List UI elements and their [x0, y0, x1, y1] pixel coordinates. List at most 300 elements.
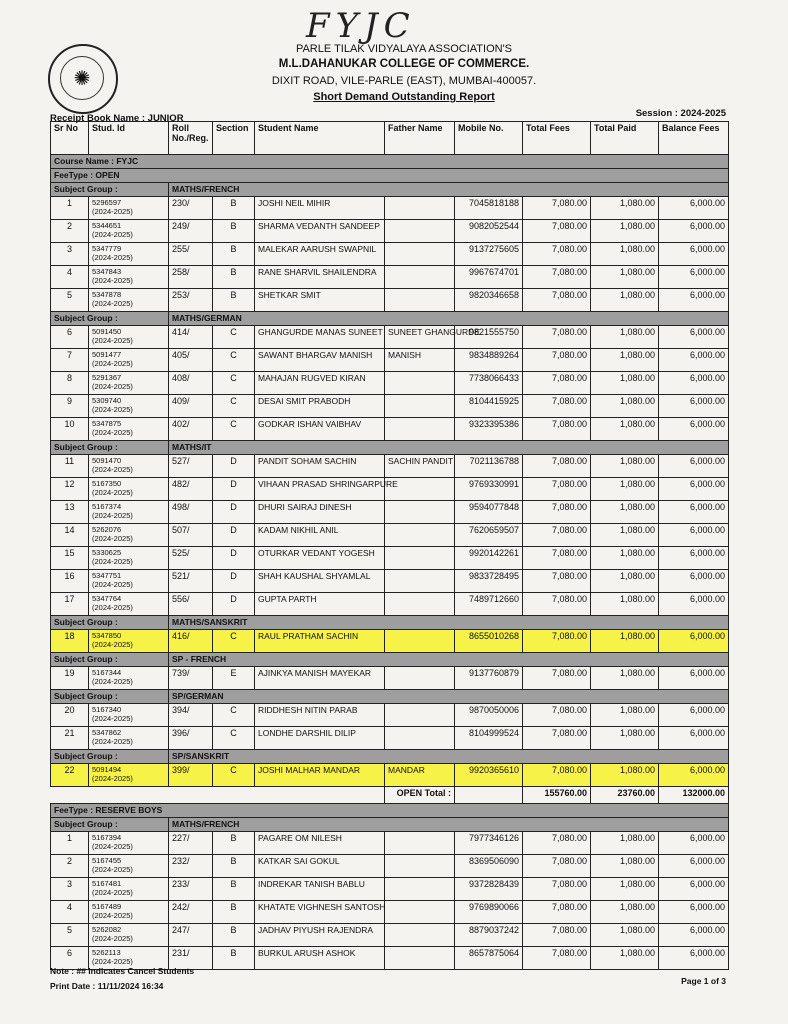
stud-id-number: 5091450 [92, 327, 122, 336]
college-seal-icon: ✺ [48, 44, 118, 114]
mobile-no: 7489712660 [455, 593, 523, 616]
handwritten-title: FYJC [306, 6, 416, 46]
mobile-no: 8104999524 [455, 727, 523, 750]
section: B [213, 197, 255, 220]
stud-id [89, 878, 169, 901]
stud-id-number: 5296597 [92, 198, 122, 207]
total-paid: 1,080.00 [591, 764, 659, 787]
stud-id-number: 5309740 [92, 396, 122, 405]
total-paid: 1,080.00 [591, 855, 659, 878]
fee-type-band [51, 804, 729, 818]
mobile-no: 9834889264 [455, 349, 523, 372]
balance-fees: 6,000.00 [659, 197, 729, 220]
roll-no: 507/ [169, 524, 213, 547]
total-fees: 7,080.00 [523, 349, 591, 372]
section: D [213, 478, 255, 501]
roll-no: 394/ [169, 704, 213, 727]
section: C [213, 418, 255, 441]
student-name: MAHAJAN RUGVED KIRAN [255, 372, 385, 395]
balance-fees: 6,000.00 [659, 704, 729, 727]
stud-id-number: 5347862 [92, 728, 122, 737]
father-name [385, 243, 455, 266]
balance-fees: 6,000.00 [659, 832, 729, 855]
total-paid: 1,080.00 [591, 832, 659, 855]
stud-id-year: (2024-2025) [92, 511, 133, 520]
section: D [213, 547, 255, 570]
balance-fees: 6,000.00 [659, 901, 729, 924]
stud-id [89, 832, 169, 855]
roll-no: 498/ [169, 501, 213, 524]
stud-id-number: 5167481 [92, 879, 122, 888]
stud-id-number: 5091470 [92, 456, 122, 465]
section: B [213, 924, 255, 947]
sr-no: 11 [51, 455, 89, 478]
balance-fees: 6,000.00 [659, 727, 729, 750]
total-row [51, 787, 729, 804]
total-fees: 7,080.00 [523, 372, 591, 395]
sr-no: 3 [51, 243, 89, 266]
roll-no: 527/ [169, 455, 213, 478]
total-fees: 7,080.00 [523, 418, 591, 441]
student-name: LONDHE DARSHIL DILIP [255, 727, 385, 750]
stud-id-year: (2024-2025) [92, 957, 133, 966]
sr-no: 9 [51, 395, 89, 418]
total-paid: 1,080.00 [591, 547, 659, 570]
balance-fees: 6,000.00 [659, 524, 729, 547]
student-name: RIDDHESH NITIN PARAB [255, 704, 385, 727]
balance-fees: 6,000.00 [659, 289, 729, 312]
sr-no: 5 [51, 924, 89, 947]
roll-no: 525/ [169, 547, 213, 570]
stud-id-year: (2024-2025) [92, 737, 133, 746]
section: B [213, 266, 255, 289]
total-fees: 7,080.00 [523, 455, 591, 478]
table-row [51, 593, 729, 616]
mobile-no: 9833728495 [455, 570, 523, 593]
table-row [51, 878, 729, 901]
section: B [213, 832, 255, 855]
father-name [385, 220, 455, 243]
mobile-no: 9920142261 [455, 547, 523, 570]
stud-id-year: (2024-2025) [92, 253, 133, 262]
subject-group-band [51, 312, 729, 326]
student-name: JOSHI MALHAR MANDAR [255, 764, 385, 787]
total-paid: 1,080.00 [591, 372, 659, 395]
table-row [51, 832, 729, 855]
table-row [51, 289, 729, 312]
father-name: SUNEET GHANGURDE [385, 326, 455, 349]
total-spacer-2 [455, 787, 523, 804]
total-fees: 7,080.00 [523, 243, 591, 266]
subject-group-value: MATHS/SANSKRIT [169, 616, 729, 630]
table-body [51, 155, 729, 970]
mobile-no: 7045818188 [455, 197, 523, 220]
student-name: DESAI SMIT PRABODH [255, 395, 385, 418]
stud-id-year: (2024-2025) [92, 557, 133, 566]
session-label: Session : 2024-2025 [635, 108, 726, 119]
mobile-no: 8104415925 [455, 395, 523, 418]
total-fees: 7,080.00 [523, 524, 591, 547]
outstanding-table [50, 121, 729, 970]
mobile-no: 9769330991 [455, 478, 523, 501]
section: D [213, 570, 255, 593]
col-balance-fees: Balance Fees [659, 122, 729, 155]
subject-group-band [51, 441, 729, 455]
stud-id [89, 395, 169, 418]
sr-no: 8 [51, 372, 89, 395]
mobile-no: 8657875064 [455, 947, 523, 970]
page-number: Page 1 of 3 [681, 976, 726, 986]
sr-no: 15 [51, 547, 89, 570]
father-name [385, 704, 455, 727]
father-name [385, 593, 455, 616]
roll-no: 399/ [169, 764, 213, 787]
balance-fees: 6,000.00 [659, 418, 729, 441]
mobile-no: 7620659507 [455, 524, 523, 547]
mobile-no: 9821555750 [455, 326, 523, 349]
table-row [51, 349, 729, 372]
balance-fees: 6,000.00 [659, 593, 729, 616]
stud-id [89, 326, 169, 349]
balance-fees: 6,000.00 [659, 947, 729, 970]
total-paid: 1,080.00 [591, 197, 659, 220]
total-paid: 1,080.00 [591, 349, 659, 372]
table-row [51, 704, 729, 727]
stud-id-year: (2024-2025) [92, 207, 133, 216]
father-name: SACHIN PANDIT [385, 455, 455, 478]
father-name [385, 372, 455, 395]
total-paid: 1,080.00 [591, 878, 659, 901]
student-name: PANDIT SOHAM SACHIN [255, 455, 385, 478]
table-row [51, 266, 729, 289]
sr-no: 2 [51, 220, 89, 243]
stud-id-number: 5262113 [92, 948, 121, 957]
total-paid: 1,080.00 [591, 667, 659, 690]
table-row [51, 418, 729, 441]
balance-fees: 6,000.00 [659, 630, 729, 653]
balance-fees: 6,000.00 [659, 395, 729, 418]
mobile-no: 7977346126 [455, 832, 523, 855]
father-name [385, 667, 455, 690]
student-name: DHURI SAIRAJ DINESH [255, 501, 385, 524]
total-paid: 1,080.00 [591, 630, 659, 653]
total-paid: 1,080.00 [591, 593, 659, 616]
student-name: SHETKAR SMIT [255, 289, 385, 312]
balance-fees: 6,000.00 [659, 547, 729, 570]
total-paid: 1,080.00 [591, 924, 659, 947]
stud-id-number: 5167489 [92, 902, 122, 911]
mobile-no: 8879037242 [455, 924, 523, 947]
roll-no: 230/ [169, 197, 213, 220]
subject-group-band [51, 690, 729, 704]
stud-id-year: (2024-2025) [92, 488, 133, 497]
balance-fees: 6,000.00 [659, 455, 729, 478]
table-row [51, 326, 729, 349]
section: B [213, 947, 255, 970]
total-fees: 7,080.00 [523, 289, 591, 312]
balance-fees: 6,000.00 [659, 243, 729, 266]
table-row [51, 924, 729, 947]
section: D [213, 501, 255, 524]
total-paid: 1,080.00 [591, 289, 659, 312]
subject-group-band [51, 653, 729, 667]
college-address: DIXIT ROAD, VILE-PARLE (EAST), MUMBAI-400057. [271, 75, 537, 87]
roll-no: 482/ [169, 478, 213, 501]
col-student-name: Student Name [255, 122, 385, 155]
subject-group-label: Subject Group : [51, 312, 169, 326]
course-name: Course Name : FYJC [51, 155, 729, 169]
subject-group-label: Subject Group : [51, 653, 169, 667]
print-date: Print Date : 11/11/2024 16:34 [50, 981, 164, 991]
stud-id-number: 5167340 [92, 705, 122, 714]
total-paid: 1,080.00 [591, 418, 659, 441]
subject-group-label: Subject Group : [51, 616, 169, 630]
balance-fees: 6,000.00 [659, 372, 729, 395]
roll-no: 249/ [169, 220, 213, 243]
roll-no: 255/ [169, 243, 213, 266]
balance-fees: 6,000.00 [659, 667, 729, 690]
section: B [213, 855, 255, 878]
student-name: OTURKAR VEDANT YOGESH [255, 547, 385, 570]
sr-no: 6 [51, 947, 89, 970]
mobile-no: 8655010268 [455, 630, 523, 653]
course-band [51, 155, 729, 169]
total-fees: 7,080.00 [523, 878, 591, 901]
subject-group-band [51, 183, 729, 197]
table-row [51, 764, 729, 787]
table-row [51, 372, 729, 395]
table-row [51, 220, 729, 243]
total-paid: 1,080.00 [591, 727, 659, 750]
table-row [51, 667, 729, 690]
student-name: KHATATE VIGHNESH SANTOSH [255, 901, 385, 924]
footer-note: Note : ## Indicates Cancel Students [50, 966, 195, 976]
stud-id-year: (2024-2025) [92, 842, 133, 851]
section: B [213, 220, 255, 243]
total-paid: 1,080.00 [591, 243, 659, 266]
col-total-fees: Total Fees [523, 122, 591, 155]
stud-id-year: (2024-2025) [92, 382, 133, 391]
mobile-no: 9323395386 [455, 418, 523, 441]
father-name [385, 547, 455, 570]
sr-no: 22 [51, 764, 89, 787]
roll-no: 521/ [169, 570, 213, 593]
mobile-no: 7021136788 [455, 455, 523, 478]
student-name: VIHAAN PRASAD SHRINGARPURE [255, 478, 385, 501]
stud-id-year: (2024-2025) [92, 359, 133, 368]
stud-id-year: (2024-2025) [92, 603, 133, 612]
total-fees: 7,080.00 [523, 478, 591, 501]
stud-id [89, 524, 169, 547]
sr-no: 12 [51, 478, 89, 501]
roll-no: 556/ [169, 593, 213, 616]
stud-id-number: 5347875 [92, 419, 122, 428]
stud-id-number: 5167374 [92, 502, 122, 511]
table-row [51, 855, 729, 878]
student-name: JOSHI NEIL MIHIR [255, 197, 385, 220]
stud-id-number: 5347779 [92, 244, 122, 253]
total-paid: 1,080.00 [591, 220, 659, 243]
table-row [51, 243, 729, 266]
sr-no: 7 [51, 349, 89, 372]
subject-group-band [51, 616, 729, 630]
balance-fees: 6,000.00 [659, 878, 729, 901]
stud-id-year: (2024-2025) [92, 911, 133, 920]
father-name [385, 570, 455, 593]
total-paid: 1,080.00 [591, 326, 659, 349]
total-fees: 7,080.00 [523, 220, 591, 243]
balance-fees: 6,000.00 [659, 855, 729, 878]
section: B [213, 901, 255, 924]
stud-id-number: 5167350 [92, 479, 122, 488]
balance-fees: 6,000.00 [659, 349, 729, 372]
section: B [213, 289, 255, 312]
balance-fees: 6,000.00 [659, 570, 729, 593]
mobile-no: 9769890066 [455, 901, 523, 924]
section: C [213, 349, 255, 372]
stud-id [89, 924, 169, 947]
stud-id-year: (2024-2025) [92, 714, 133, 723]
stud-id-number: 5091477 [92, 350, 122, 359]
stud-id-number: 5347843 [92, 267, 122, 276]
section: B [213, 878, 255, 901]
roll-no: 414/ [169, 326, 213, 349]
subject-group-value: MATHS/IT [169, 441, 729, 455]
total-paid: 1,080.00 [591, 570, 659, 593]
col-sr-no: Sr No [51, 122, 89, 155]
roll-no: 408/ [169, 372, 213, 395]
fee-type-label: FeeType : OPEN [51, 169, 729, 183]
subject-group-band [51, 818, 729, 832]
sr-no: 13 [51, 501, 89, 524]
father-name [385, 266, 455, 289]
total-fees: 7,080.00 [523, 947, 591, 970]
subject-group-label: Subject Group : [51, 441, 169, 455]
subject-group-value: SP/GERMAN [169, 690, 729, 704]
table-row [51, 478, 729, 501]
roll-no: 227/ [169, 832, 213, 855]
balance-fees: 6,000.00 [659, 478, 729, 501]
student-name: KADAM NIKHIL ANIL [255, 524, 385, 547]
father-name [385, 630, 455, 653]
sr-no: 4 [51, 901, 89, 924]
stud-id-year: (2024-2025) [92, 934, 133, 943]
total-paid: 1,080.00 [591, 455, 659, 478]
mobile-no: 7738066433 [455, 372, 523, 395]
col-total-paid: Total Paid [591, 122, 659, 155]
stud-id-number: 5291367 [92, 373, 122, 382]
total-fees: 7,080.00 [523, 197, 591, 220]
sr-no: 1 [51, 197, 89, 220]
total-paid: 1,080.00 [591, 704, 659, 727]
total-fees: 7,080.00 [523, 266, 591, 289]
stud-id-number: 5167455 [92, 856, 122, 865]
subject-group-band [51, 750, 729, 764]
father-name: MANISH [385, 349, 455, 372]
roll-no: 253/ [169, 289, 213, 312]
total-paid: 1,080.00 [591, 395, 659, 418]
stud-id-year: (2024-2025) [92, 276, 133, 285]
section: B [213, 243, 255, 266]
total-fees-sum: 155760.00 [523, 787, 591, 804]
section: C [213, 395, 255, 418]
total-fees: 7,080.00 [523, 832, 591, 855]
total-fees: 7,080.00 [523, 547, 591, 570]
stud-id [89, 418, 169, 441]
col-stud-id: Stud. Id [89, 122, 169, 155]
balance-fees: 6,000.00 [659, 501, 729, 524]
stud-id-year: (2024-2025) [92, 465, 133, 474]
balance-fees: 6,000.00 [659, 326, 729, 349]
student-name: GODKAR ISHAN VAIBHAV [255, 418, 385, 441]
subject-group-label: Subject Group : [51, 750, 169, 764]
table-row [51, 524, 729, 547]
stud-id-year: (2024-2025) [92, 336, 133, 345]
student-name: SHARMA VEDANTH SANDEEP [255, 220, 385, 243]
mobile-no: 9820346658 [455, 289, 523, 312]
association-name: PARLE TILAK VIDYALAYA ASSOCIATION'S [295, 43, 513, 55]
sr-no: 3 [51, 878, 89, 901]
total-fees: 7,080.00 [523, 727, 591, 750]
total-spacer [51, 787, 385, 804]
college-name: M.L.DAHANUKAR COLLEGE OF COMMERCE. [278, 58, 530, 70]
sr-no: 19 [51, 667, 89, 690]
roll-no: 242/ [169, 901, 213, 924]
total-fees: 7,080.00 [523, 704, 591, 727]
stud-id [89, 704, 169, 727]
stud-id-number: 5347764 [92, 594, 122, 603]
sr-no: 5 [51, 289, 89, 312]
table-row [51, 901, 729, 924]
col-section: Section [213, 122, 255, 155]
total-fees: 7,080.00 [523, 501, 591, 524]
section: E [213, 667, 255, 690]
father-name [385, 727, 455, 750]
sr-no: 16 [51, 570, 89, 593]
total-paid: 1,080.00 [591, 478, 659, 501]
stud-id [89, 372, 169, 395]
total-fees: 7,080.00 [523, 901, 591, 924]
stud-id [89, 630, 169, 653]
stud-id [89, 855, 169, 878]
total-fees: 7,080.00 [523, 667, 591, 690]
sr-no: 4 [51, 266, 89, 289]
section: C [213, 372, 255, 395]
sr-no: 17 [51, 593, 89, 616]
stud-id [89, 197, 169, 220]
total-paid-sum: 23760.00 [591, 787, 659, 804]
mobile-no: 9082052544 [455, 220, 523, 243]
stud-id-year: (2024-2025) [92, 580, 133, 589]
sr-no: 18 [51, 630, 89, 653]
subject-group-label: Subject Group : [51, 183, 169, 197]
section: C [213, 704, 255, 727]
mobile-no: 9137760879 [455, 667, 523, 690]
stud-id [89, 501, 169, 524]
stud-id [89, 593, 169, 616]
father-name [385, 395, 455, 418]
roll-no: 405/ [169, 349, 213, 372]
father-name [385, 289, 455, 312]
section: C [213, 630, 255, 653]
total-fees: 7,080.00 [523, 395, 591, 418]
stud-id-number: 5347878 [92, 290, 122, 299]
subject-group-value: SP/SANSKRIT [169, 750, 729, 764]
stud-id [89, 570, 169, 593]
stud-id-number: 5262082 [92, 925, 122, 934]
table-row [51, 501, 729, 524]
roll-no: 247/ [169, 924, 213, 947]
